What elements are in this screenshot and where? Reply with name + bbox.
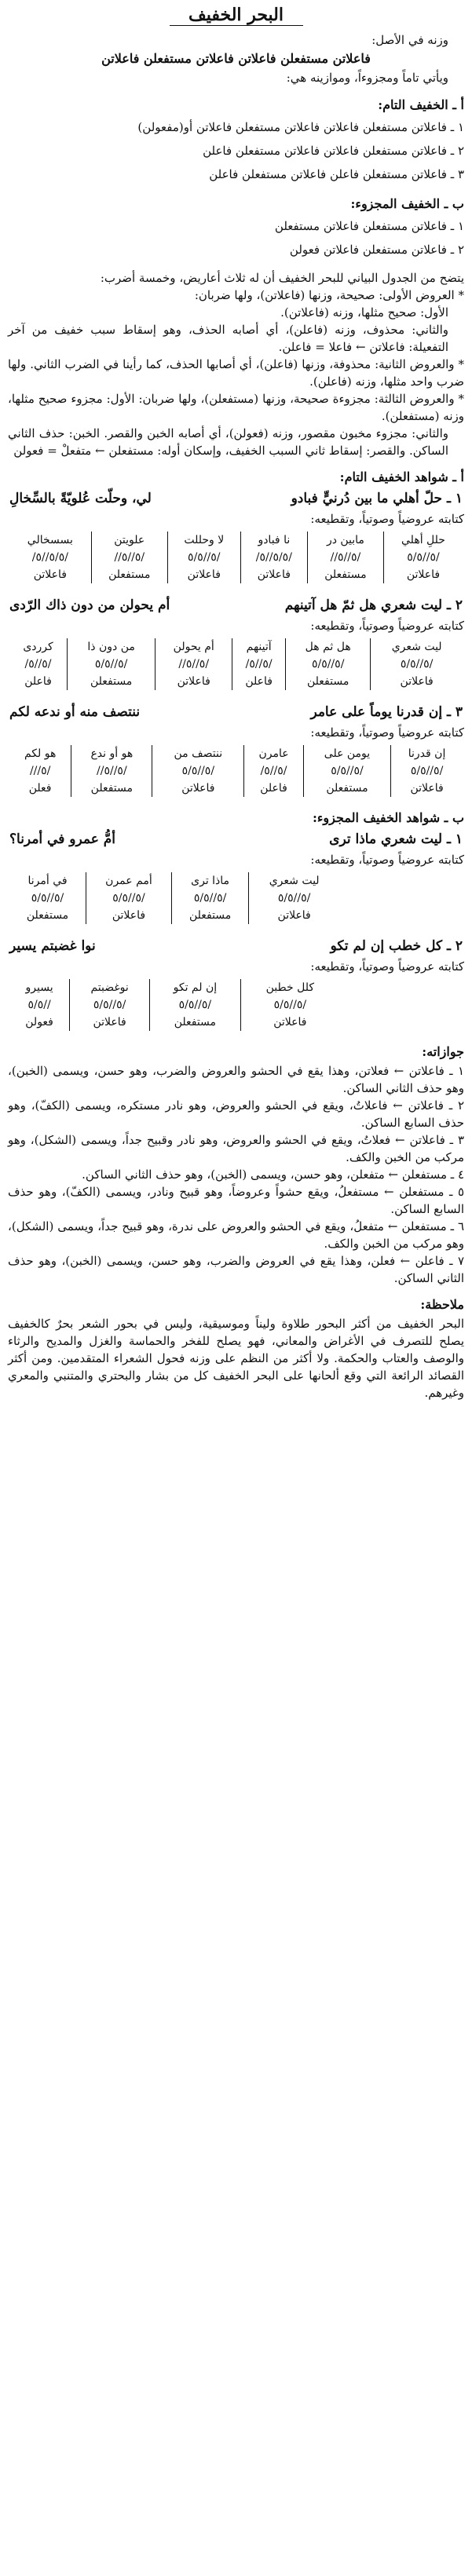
scan-code-row: /٥//٥/٥ /٥//٥/٥ /٥//٥/ /٥//٥/٥ /٥//٥// /٥/// — [9, 762, 463, 780]
scan-caption: كتابته عروضياً وصوتياً، وتقطيعه: — [310, 725, 464, 740]
arud-2: * والعروض الثانية: محذوفة، وزنها (فاعلن)، أي أصابها الحذف، كما رأينا في الضرب الثاني. ولها ضرب واحد مثلها، وزنه (فاعلن). — [8, 357, 464, 389]
scan-text-row: ليت شعري ماذا ترى أمم عمرن في أمرنا — [9, 872, 339, 890]
section-witness-full-title: أ ـ شواهد الخفيف التام: — [339, 470, 464, 484]
scan-table — [9, 872, 339, 924]
verse: ٣ ـ إن قدرنا يوماً على عامر ننتصف منه أو ندعه لكم — [9, 704, 463, 720]
scan-table — [9, 532, 463, 583]
scan-feet-row: فاعلاتن مستفعلن فاعلن فاعلاتن مستفعلن فاعلن — [9, 673, 463, 690]
witness-full-3 — [0, 701, 472, 797]
verse: ٢ ـ كل خطب إن لم تكو نوا غضبتم يسير — [9, 938, 463, 954]
title-underline — [170, 25, 303, 26]
scan-feet-row: فاعلاتن مستفعلن فاعلاتن فعولن — [9, 1014, 339, 1031]
scan-text-row: إن قدرنا يومن على عامرن ننتصف من هو أو ندع هو لكم — [9, 745, 463, 762]
scan-code-row: /٥//٥/٥ /٥//٥// /٥/٥//٥/ /٥//٥/٥ /٥//٥// /٥/٥//٥/ — [9, 549, 463, 566]
weight-label: وزنه في الأصل: — [371, 33, 448, 47]
arud-1: * العروض الأولى: صحيحة، وزنها (فاعلاتن)، ولها ضربان: — [194, 288, 464, 302]
permit-item: ٢ ـ فاعلاتن ← فاعلاتُ، ويقع في الحشو والعروض، وهو نادر مستكره، ويسمى (الكفّ)، وهو حذف السابع الساكن. — [8, 1098, 464, 1130]
witness-full-2 — [0, 594, 472, 690]
scan-feet-row: فاعلاتن مستفعلن فاعلاتن فاعلاتن مستفعلن فاعلاتن — [9, 566, 463, 583]
table-note: يتضح من الجدول البياني للبحر الخفيف أن له ثلاث أعاريض، وخمسة أضرب: — [100, 271, 464, 285]
permit-item: ٧ ـ فاعلن ← فعلن، وهذا يقع في العروض والضرب، وهو حسن، ويسمى (الخبن)، وهو حذف الثاني الساكن. — [8, 1254, 464, 1285]
scan-feet-row: فاعلاتن مستفعلن فاعلن فاعلاتن مستفعلن فعلن — [9, 780, 463, 797]
full-form-3: ٣ ـ فاعلاتن مستفعلن فاعلن فاعلاتن مستفعلن فاعلن — [209, 167, 464, 181]
scan-code-row: /٥//٥/٥ /٥//٥/٥ /٥//٥/ /٥//٥// /٥//٥/٥ /٥//٥/ — [9, 656, 463, 673]
scan-table — [9, 745, 463, 797]
permit-item: ٦ ـ مستفعلن ← متفعلُ، ويقع في الحشو والعروض على ندرة، وهو قبيح جداً، ويسمى (الشكل)، وهو مركب من الخبن والكف. — [8, 1219, 464, 1251]
section-permits-title: جوازاته: — [422, 1044, 464, 1059]
short-form-1: ١ ـ فاعلاتن مستفعلن فاعلاتن مستفعلن — [274, 219, 464, 233]
arud-1-first: الأول: صحيح مثلها، وزنه (فاعلاتن). — [280, 305, 448, 320]
note-paragraph: البحر الخفيف من أكثر البحور طلاوة وليناً وموسيقية، وليس في بحور الشعر بحرٌ كالخفيف يصلح للتصرف في الأغراض والمعاني، فهو يصلح للفخر والحماسة والغزل والمديح والرثاء والوصف والعتاب والحكمة. ولا أكثر من النظم على وزنه فحول الشعراء المتقدمين. ومن أكثر القصائد الرائعة التي وقع ألحانها على البحر الخفيف كل من بشار والبحتري والمتنبي والمعري وغيرهم. — [8, 1317, 464, 1400]
scan-text-row: كلل خطبن إن لم تكو نوغضبتم يسيرو — [9, 979, 339, 996]
full-forms-list — [0, 115, 472, 186]
scan-text-row: حللِ أهلي مابين در نا فبادو لا وحللت علويتن بسسخالي — [9, 532, 463, 549]
short-form-2: ٢ ـ فاعلاتن مستفعلن فاعلاتن فعولن — [289, 243, 464, 257]
scan-text-row: ليت شعري هل ثم هل آتينهم أم يحولن من دون ذا كرردى — [9, 638, 463, 656]
permit-item: ٤ ـ مستفعلن ← متفعلن، وهو حسن، ويسمى (الخبن)، وهو حذف الثاني الساكن. — [82, 1167, 464, 1182]
arud-3: * والعروض الثالثة: مجزوءة صحيحة، وزنها (مستفعلن)، ولها ضربان: الأول: مجزوء صحيح مثلها، وزنه (مستفعلن). — [8, 392, 464, 423]
page-title: البحر الخفيف — [188, 5, 284, 25]
scan-table — [9, 638, 463, 690]
scan-code-row: /٥//٥/٥ /٥//٥/٥ /٥//٥/٥ //٥/٥ — [9, 996, 339, 1014]
scan-feet-row: فاعلاتن مستفعلن فاعلاتن مستفعلن — [9, 907, 339, 924]
verse: ١ ـ حلّ أهلي ما بين دُرنيٍّ فبادو لي، وحلّت عُلويّةً بالسِّخالِ — [9, 491, 463, 506]
scan-caption: كتابته عروضياً وصوتياً، وتقطيعه: — [310, 853, 464, 867]
full-form-2: ٢ ـ فاعلاتن مستفعلن فاعلاتن فاعلاتن مستفعلن فاعلن — [203, 144, 464, 158]
scan-table — [9, 979, 339, 1031]
arud-1-second: والثاني: محذوف، وزنه (فاعلن)، أي أصابه الحذف، وهو إسقاط سبب خفيف من آخر التفعيلة: فاعلاتن ← فاعلا = فاعلن. — [8, 323, 448, 354]
arud-3-second: والثاني: مجزوء مخبون مقصور، وزنه (فعولن)، أي أصابه الخبن والقصر. الخبن: حذف الثاني الساكن. والقصر: إسقاط ثاني السبب الخفيف، وإسكان أوله: مستفعلن ← متفعلْ = فعولن — [8, 426, 448, 458]
permit-item: ١ ـ فاعلاتن ← فعلاتن، وهذا يقع في الحشو والعروض والضرب، وهو حسن، ويسمى (الخبن)، وهو حذف الثاني الساكن. — [8, 1064, 464, 1095]
verse: ٢ ـ ليت شعري هل ثمّ هل آتينهم أم يحولن من دون ذاك الرّدى — [9, 597, 463, 613]
scan-code-row: /٥//٥/٥ /٥//٥/٥ /٥//٥/٥ /٥//٥/٥ — [9, 890, 339, 907]
witness-short-1 — [0, 828, 472, 924]
permit-item: ٥ ـ مستفعلن ← مستفعلُ، ويقع حشواً وعروضاً، وهو قبيح ونادر، ويسمى (الكفّ)، وهو حذف السابع الساكن. — [8, 1185, 464, 1216]
full-form-1: ١ ـ فاعلاتن مستفعلن فاعلاتن فاعلاتن مستفعلن فاعلاتن أو(مفعولن) — [137, 120, 464, 134]
permits-list — [0, 1062, 472, 1287]
section-short-title: ب ـ الخفيف المجزوء: — [350, 196, 464, 211]
section-full-title: أ ـ الخفيف التام: — [378, 97, 464, 112]
permit-item: ٣ ـ فاعلاتن ← فعلاتُ، ويقع في الحشو والعروض، وهو نادر وقبيح جداً، ويسمى (الشكل)، وهو مركب من الخبن والكف. — [8, 1133, 464, 1164]
forms-note: ويأتي تاماً ومجزوءاً، وموازينه هي: — [286, 71, 448, 85]
scan-caption: كتابته عروضياً وصوتياً، وتقطيعه: — [310, 512, 464, 526]
witness-short-2 — [0, 935, 472, 1031]
witness-full-1 — [0, 488, 472, 583]
weight-formula: فاعلاتن مستفعلن فاعلاتن فاعلاتن مستفعلن فاعلاتن — [101, 51, 371, 66]
scan-caption: كتابته عروضياً وصوتياً، وتقطيعه: — [310, 619, 464, 633]
verse: ١ ـ ليت شعري ماذا ترى أمُّ عمرو في أمرنا؟ — [9, 831, 463, 847]
section-note-title: ملاحظة: — [420, 1297, 464, 1312]
section-witness-short-title: ب ـ شواهد الخفيف المجزوء: — [313, 810, 464, 825]
scan-caption: كتابته عروضياً وصوتياً، وتقطيعه: — [310, 959, 464, 974]
